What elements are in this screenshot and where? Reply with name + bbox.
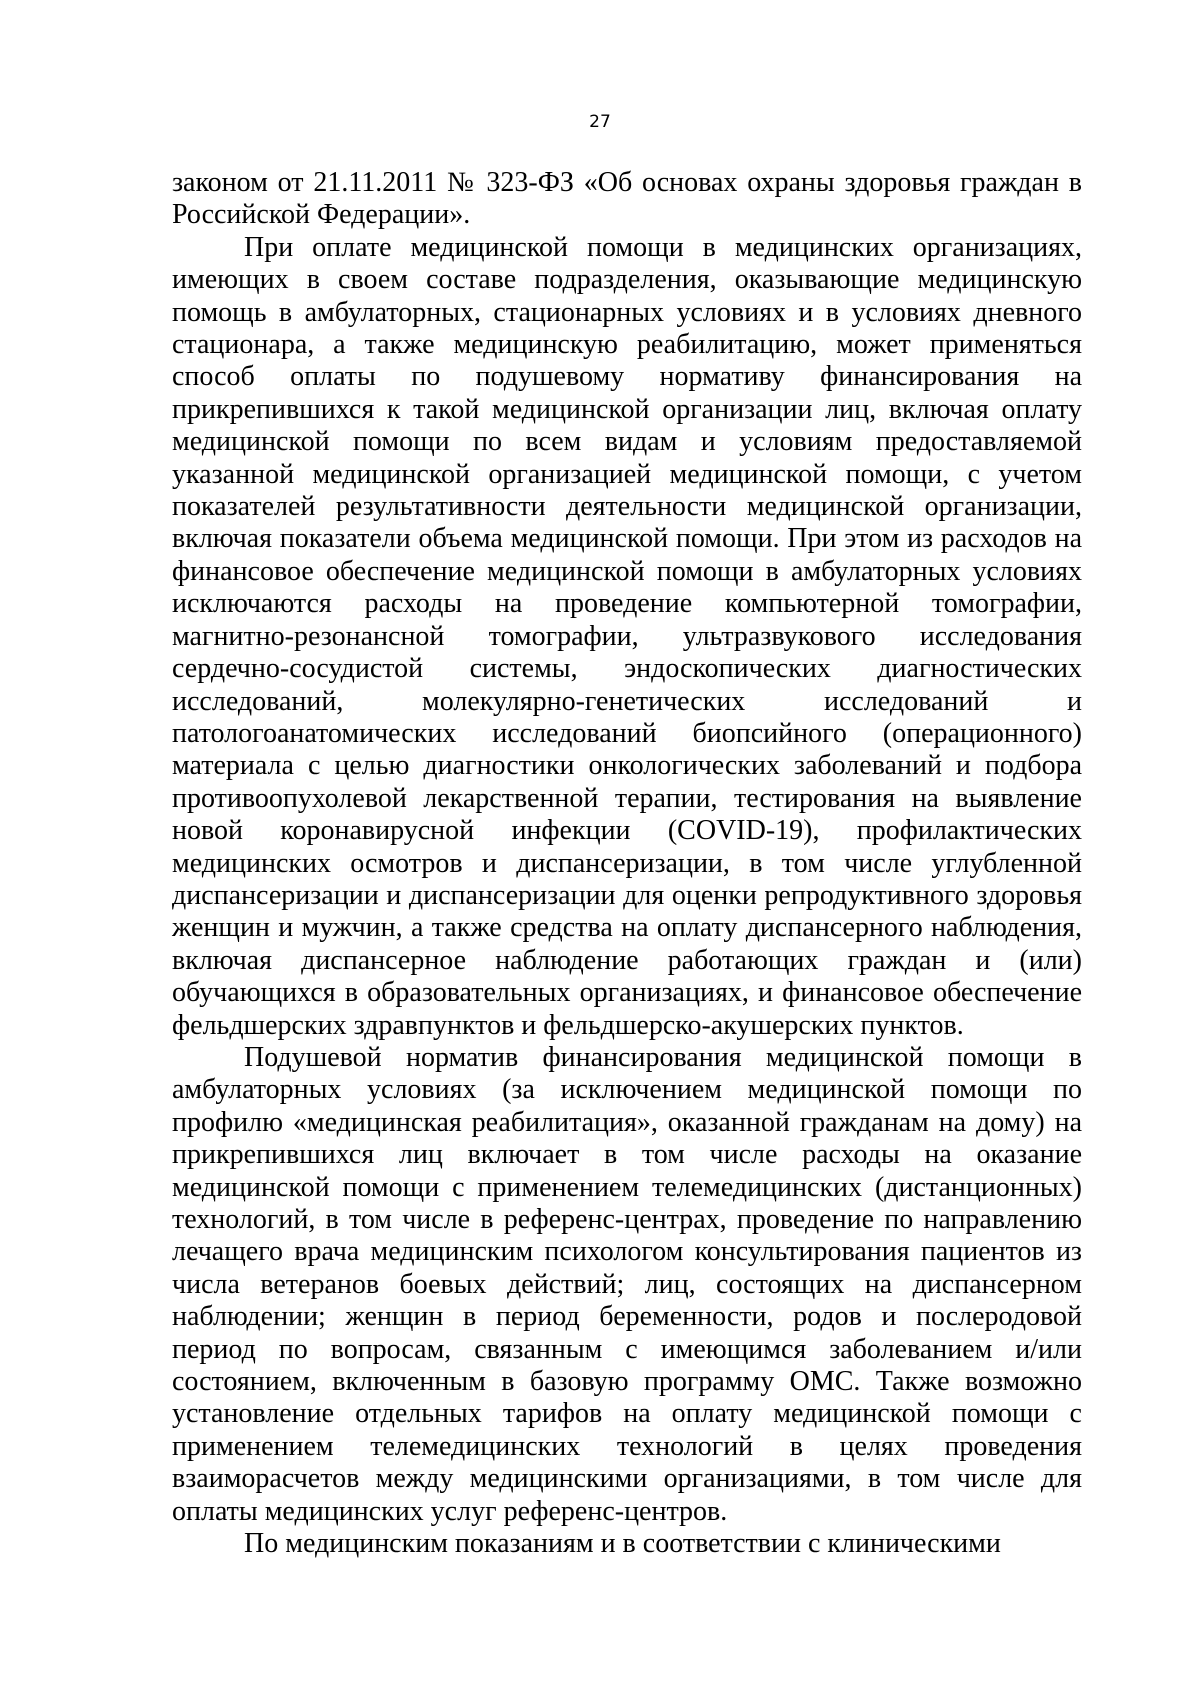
paragraph-3: Подушевой норматив финансирования медицинской помощи в амбулаторных условиях (за исключением медицинской помощи по профилю «медицинская реабилитация», оказанной гражданам на дому) на прикрепившихся лиц включает в том числе расходы на оказание медицинской помощи с применением телемедицинских (дистанционных) технологий, в том числе в референс-центрах, проведение по направлению лечащего врача медицинским психологом консультирования пациентов из числа ветеранов боевых действий; лиц, состоящих на диспансерном наблюдении; женщин в период беременности, родов и послеродовой период по вопросам, связанным с имеющимся заболеванием и/или состоянием, включенным в базовую программу ОМС. Также возможно установление отдельных тарифов на оплату медицинской помощи с применением телемедицинских технологий в целях проведения взаиморасчетов между медицинскими организациями, в том числе для оплаты медицинских услуг референс-центров. — [172, 1041, 1082, 1527]
paragraph-2: При оплате медицинской помощи в медицинских организациях, имеющих в своем составе подразделения, оказывающие медицинскую помощь в амбулаторных, стационарных условиях и в условиях дневного стационара, а также медицинскую реабилитацию, может применяться способ оплаты по подушевому нормативу финансирования на прикрепившихся к такой медицинской организации лиц, включая оплату медицинской помощи по всем видам и условиям предоставляемой указанной медицинской организацией медицинской помощи, с учетом показателей результативности деятельности медицинской организации, включая показатели объема медицинской помощи. При этом из расходов на финансовое обеспечение медицинской помощи в амбулаторных условиях исключаются расходы на проведение компьютерной томографии, магнитно-резонансной томографии, ультразвукового исследования сердечно-сосудистой системы, эндоскопических диагностических исследований, молекулярно-генетических исследований и патологоанатомических исследований биопсийного (операционного) материала с целью диагностики онкологических заболеваний и подбора противоопухолевой лекарственной терапии, тестирования на выявление новой коронавирусной инфекции (COVID-19), профилактических медицинских осмотров и диспансеризации, в том числе углубленной диспансеризации и диспансеризации для оценки репродуктивного здоровья женщин и мужчин, а также средства на оплату диспансерного наблюдения, включая диспансерное наблюдение работающих граждан и (или) обучающихся в образовательных организациях, и финансовое обеспечение фельдшерских здравпунктов и фельдшерско-акушерских пунктов. — [172, 231, 1082, 1041]
page-number: 27 — [589, 112, 611, 132]
document-body — [172, 167, 1082, 1560]
paragraph-4: По медицинским показаниям и в соответствии с клиническими — [244, 1528, 1001, 1560]
paragraph-1: законом от 21.11.2011 № 323-ФЗ «Об основах охраны здоровья граждан в Российской Федерации». — [172, 167, 1082, 231]
